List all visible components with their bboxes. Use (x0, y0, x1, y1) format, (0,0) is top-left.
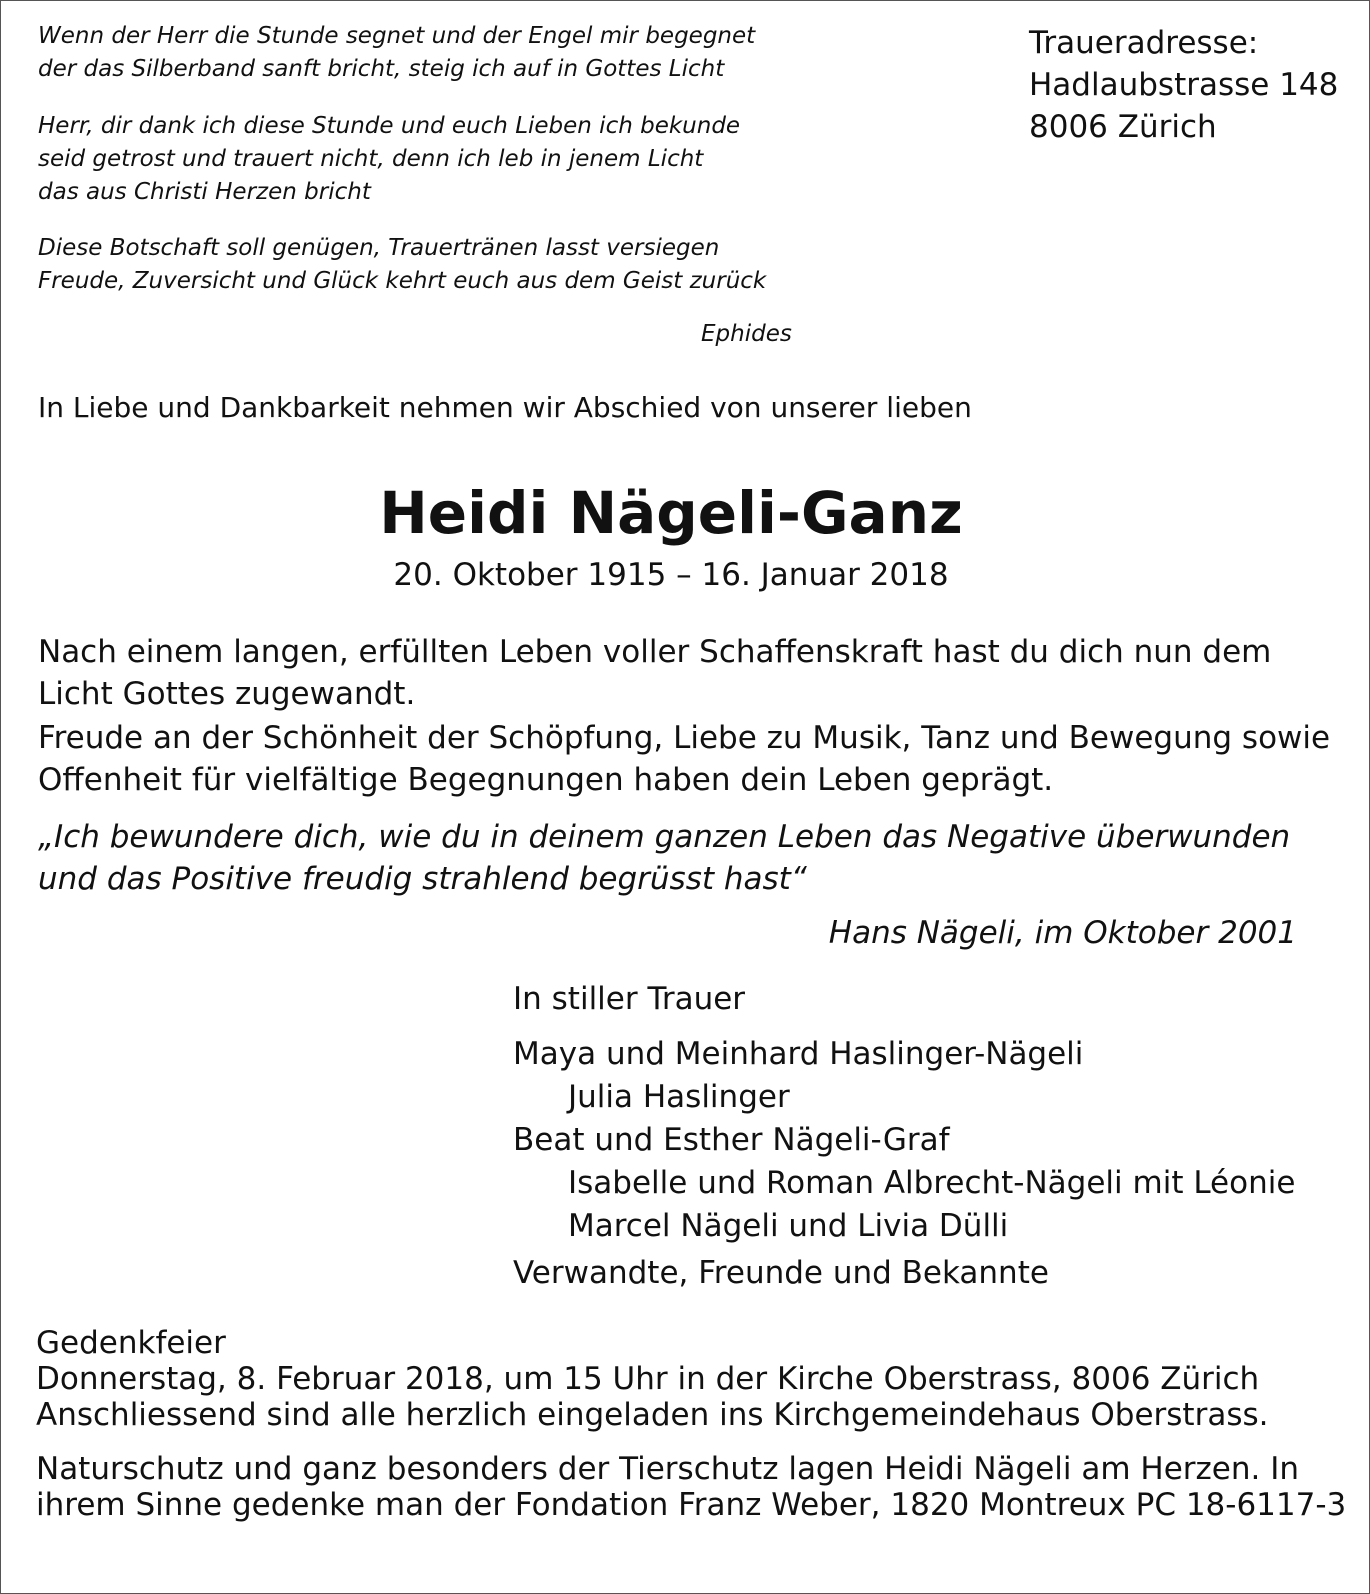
life-dates: 20. Oktober 1915 – 16. Januar 2018 (393, 557, 949, 593)
quote-line: und das Positive freudig strahlend begrüsst hast“ (38, 861, 807, 897)
quote-line: „Ich bewundere dich, wie du in deinem ganzen Leben das Negative überwunden (38, 819, 1291, 855)
tribute-line: Offenheit für vielfältige Begegnungen haben dein Leben geprägt. (38, 762, 1054, 798)
tribute-line: Nach einem langen, erfüllten Leben voller Schaffenskraft hast du dich nun dem (38, 634, 1272, 670)
poem-line: seid getrost und trauert nicht, denn ich leb in jenem Licht (38, 146, 704, 172)
donation-line: Naturschutz und ganz besonders der Tierschutz lagen Heidi Nägeli am Herzen. In (36, 1451, 1300, 1487)
memorial-after: Anschliessend sind alle herzlich eingeladen ins Kirchgemeindehaus Oberstrass. (36, 1397, 1269, 1433)
deceased-name: Heidi Nägeli-Ganz (379, 479, 963, 547)
mourner: Julia Haslinger (568, 1079, 790, 1115)
address-street: Hadlaubstrasse 148 (1029, 67, 1339, 103)
address-city: 8006 Zürich (1029, 109, 1217, 145)
address-label: Traueradresse: (1029, 25, 1259, 61)
poem-line: Wenn der Herr die Stunde segnet und der Engel mir begegnet (38, 23, 756, 49)
poem-line: das aus Christi Herzen bricht (38, 179, 371, 205)
memorial-heading: Gedenkfeier (36, 1325, 226, 1361)
poem-line: der das Silberband sanft bricht, steig ich auf in Gottes Licht (38, 56, 725, 82)
poem-author: Ephides (701, 321, 792, 347)
tribute-line: Freude an der Schönheit der Schöpfung, Liebe zu Musik, Tanz und Bewegung sowie (38, 720, 1331, 756)
poem-line: Diese Botschaft soll genügen, Trauertränen lasst versiegen (38, 235, 720, 261)
poem-line: Herr, dir dank ich diese Stunde und euch Lieben ich bekunde (38, 113, 741, 139)
poem-line: Freude, Zuversicht und Glück kehrt euch aus dem Geist zurück (38, 268, 767, 294)
quote-author: Hans Nägeli, im Oktober 2001 (828, 915, 1297, 951)
mourner: Maya und Meinhard Haslinger-Nägeli (513, 1036, 1084, 1072)
mourner: Isabelle und Roman Albrecht-Nägeli mit Léonie (568, 1165, 1296, 1201)
mourners-heading: In stiller Trauer (513, 981, 746, 1017)
mourner: Beat und Esther Nägeli-Graf (513, 1122, 950, 1158)
mourner: Marcel Nägeli und Livia Dülli (568, 1208, 1009, 1244)
mourners-others: Verwandte, Freunde und Bekannte (513, 1255, 1049, 1291)
memorial-when: Donnerstag, 8. Februar 2018, um 15 Uhr in der Kirche Oberstrass, 8006 Zürich (36, 1361, 1260, 1397)
intro-text: In Liebe und Dankbarkeit nehmen wir Abschied von unserer lieben (38, 391, 972, 424)
tribute-line: Licht Gottes zugewandt. (38, 676, 416, 712)
donation-line: ihrem Sinne gedenke man der Fondation Franz Weber, 1820 Montreux PC 18-6117-3 (36, 1487, 1347, 1523)
